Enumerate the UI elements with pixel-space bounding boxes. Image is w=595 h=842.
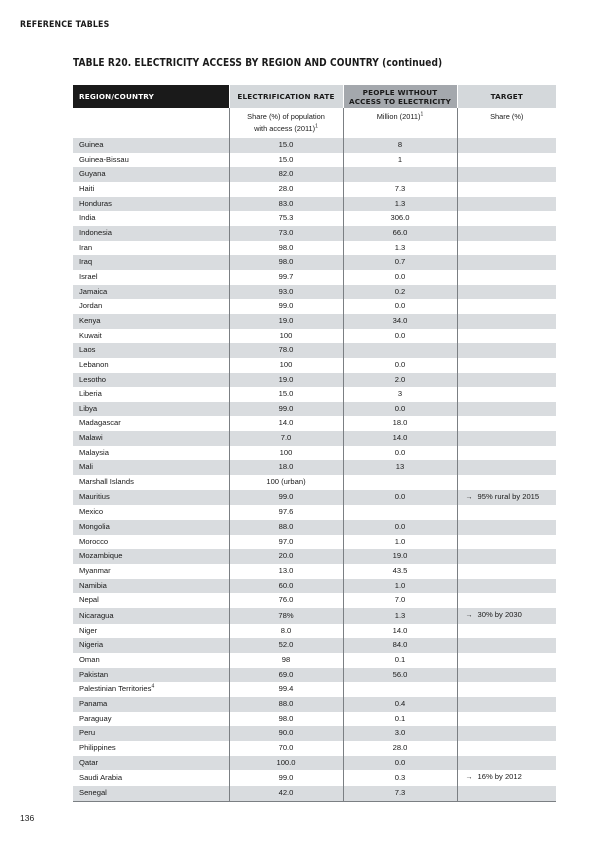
table-row bbox=[73, 373, 556, 388]
table-row bbox=[73, 255, 556, 270]
country-name: India bbox=[79, 213, 96, 223]
column-header-people-line1: PEOPLE WITHOUT bbox=[362, 87, 438, 97]
target-cell bbox=[457, 387, 556, 402]
country-name: Jamaica bbox=[79, 286, 108, 296]
column-header-electrification-rate: ELECTRIFICATION RATE bbox=[229, 85, 343, 108]
country-cell bbox=[73, 299, 229, 314]
table-row bbox=[73, 475, 556, 490]
electrification-rate-cell: 99.4 bbox=[229, 682, 343, 697]
country-cell bbox=[73, 593, 229, 608]
electrification-rate-cell: 73.0 bbox=[229, 226, 343, 241]
table-row bbox=[73, 490, 556, 506]
table-row bbox=[73, 653, 556, 668]
target-cell bbox=[457, 579, 556, 594]
electrification-rate-cell: 76.0 bbox=[229, 593, 343, 608]
country-cell bbox=[73, 138, 229, 153]
footnote-marker: 1 bbox=[315, 123, 318, 130]
table-row bbox=[73, 358, 556, 373]
country-cell bbox=[73, 167, 229, 182]
people-without-access-cell: 0.0 bbox=[343, 756, 457, 771]
target-cell bbox=[457, 535, 556, 550]
country-name: Jordan bbox=[79, 301, 103, 311]
people-without-access-cell: 0.1 bbox=[343, 712, 457, 727]
electrification-rate-cell: 7.0 bbox=[229, 431, 343, 446]
target-cell bbox=[457, 153, 556, 168]
electrification-rate-cell: 99.0 bbox=[229, 402, 343, 417]
target-cell bbox=[457, 712, 556, 727]
table-row bbox=[73, 226, 556, 241]
people-without-access-cell: 34.0 bbox=[343, 314, 457, 329]
country-name: Liberia bbox=[79, 389, 102, 399]
target-cell bbox=[457, 416, 556, 431]
country-cell bbox=[73, 387, 229, 402]
country-name: Namibia bbox=[79, 580, 107, 590]
country-name: Kenya bbox=[79, 315, 101, 325]
electrification-rate-cell: 14.0 bbox=[229, 416, 343, 431]
country-name: Nepal bbox=[79, 595, 99, 605]
table-row bbox=[73, 520, 556, 535]
electrification-rate-cell: 98.0 bbox=[229, 241, 343, 256]
table-row bbox=[73, 416, 556, 431]
people-without-access-cell: 1 bbox=[343, 153, 457, 168]
electrification-rate-cell: 42.0 bbox=[229, 786, 343, 801]
country-cell bbox=[73, 241, 229, 256]
target-cell bbox=[457, 475, 556, 490]
target-cell bbox=[457, 741, 556, 756]
country-cell bbox=[73, 668, 229, 683]
target-cell bbox=[457, 697, 556, 712]
table-row bbox=[73, 314, 556, 329]
country-name: Niger bbox=[79, 625, 98, 635]
country-name: Laos bbox=[79, 345, 96, 355]
country-cell bbox=[73, 697, 229, 712]
people-without-access-cell: 0.0 bbox=[343, 270, 457, 285]
people-without-access-cell: 0.1 bbox=[343, 653, 457, 668]
people-without-access-cell: 0.0 bbox=[343, 402, 457, 417]
electrification-rate-cell: 19.0 bbox=[229, 373, 343, 388]
people-without-access-cell: 0.0 bbox=[343, 446, 457, 461]
country-name: Mexico bbox=[79, 507, 104, 517]
electrification-rate-cell: 100.0 bbox=[229, 756, 343, 771]
table-title: TABLE R20. ELECTRICITY ACCESS BY REGION AND COUNTRY (continued) bbox=[73, 57, 443, 69]
target-cell bbox=[457, 285, 556, 300]
people-without-access-cell: 1.0 bbox=[343, 535, 457, 550]
electrification-rate-cell: 98.0 bbox=[229, 255, 343, 270]
country-name: Saudi Arabia bbox=[79, 772, 123, 782]
target-cell bbox=[457, 211, 556, 226]
people-without-access-cell: 0.0 bbox=[343, 490, 457, 506]
table-row bbox=[73, 211, 556, 226]
people-without-access-cell: 14.0 bbox=[343, 431, 457, 446]
electrification-rate-cell: 97.0 bbox=[229, 535, 343, 550]
country-name: Mali bbox=[79, 462, 93, 472]
units-people: Million (2011) bbox=[376, 112, 421, 121]
country-cell bbox=[73, 741, 229, 756]
country-cell bbox=[73, 638, 229, 653]
table-row bbox=[73, 608, 556, 624]
country-name: Panama bbox=[79, 698, 108, 708]
people-without-access-cell: 3 bbox=[343, 387, 457, 402]
target-text: 95% rural by 2015 bbox=[477, 491, 540, 501]
table-row bbox=[73, 460, 556, 475]
table-row bbox=[73, 153, 556, 168]
target-cell bbox=[457, 668, 556, 683]
target-cell bbox=[457, 549, 556, 564]
people-without-access-cell: 0.0 bbox=[343, 358, 457, 373]
table-row bbox=[73, 682, 556, 697]
people-without-access-cell: 0.4 bbox=[343, 697, 457, 712]
country-name: Guinea-Bissau bbox=[79, 154, 129, 164]
electrification-rate-cell: 19.0 bbox=[229, 314, 343, 329]
units-cell-rate bbox=[229, 108, 343, 138]
people-without-access-cell: 43.5 bbox=[343, 564, 457, 579]
target-cell bbox=[457, 726, 556, 741]
target-cell bbox=[457, 624, 556, 639]
header-row bbox=[73, 85, 556, 108]
units-cell-target: Share (%) bbox=[457, 108, 556, 138]
country-name: Philippines bbox=[79, 742, 116, 752]
electrification-rate-cell: 52.0 bbox=[229, 638, 343, 653]
people-without-access-cell: 28.0 bbox=[343, 741, 457, 756]
electrification-rate-cell: 15.0 bbox=[229, 153, 343, 168]
country-cell bbox=[73, 402, 229, 417]
people-without-access-cell: 0.2 bbox=[343, 285, 457, 300]
target-cell bbox=[457, 138, 556, 153]
table-row bbox=[73, 579, 556, 594]
table-row bbox=[73, 270, 556, 285]
country-cell bbox=[73, 373, 229, 388]
country-cell bbox=[73, 490, 229, 506]
table-row bbox=[73, 741, 556, 756]
column-header-region: REGION/COUNTRY bbox=[73, 85, 229, 108]
table-body bbox=[73, 138, 556, 801]
country-name: Guyana bbox=[79, 169, 106, 179]
electrification-rate-cell: 78% bbox=[229, 608, 343, 624]
target-cell bbox=[457, 756, 556, 771]
country-name: Mongolia bbox=[79, 522, 110, 532]
target-cell bbox=[457, 505, 556, 520]
country-cell bbox=[73, 226, 229, 241]
target-cell bbox=[457, 373, 556, 388]
country-cell bbox=[73, 653, 229, 668]
country-name: Morocco bbox=[79, 536, 109, 546]
people-without-access-cell: 1.3 bbox=[343, 608, 457, 624]
country-name: Lesotho bbox=[79, 374, 107, 384]
country-name: Myanmar bbox=[79, 566, 111, 576]
country-name: Qatar bbox=[79, 757, 98, 767]
people-without-access-cell: 1.0 bbox=[343, 579, 457, 594]
target-cell bbox=[457, 402, 556, 417]
target-cell bbox=[457, 314, 556, 329]
country-name: Mauritius bbox=[79, 492, 110, 502]
target-cell bbox=[457, 638, 556, 653]
arrow-right-icon: → bbox=[465, 612, 473, 619]
table-row bbox=[73, 402, 556, 417]
target-text: 30% by 2030 bbox=[477, 610, 522, 619]
country-cell bbox=[73, 579, 229, 594]
electrification-rate-cell: 60.0 bbox=[229, 579, 343, 594]
target-cell bbox=[457, 343, 556, 358]
table-row bbox=[73, 197, 556, 212]
electrification-rate-cell: 100 bbox=[229, 329, 343, 344]
electrification-rate-cell: 13.0 bbox=[229, 564, 343, 579]
target-cell bbox=[457, 564, 556, 579]
country-name: Mozambique bbox=[79, 551, 123, 561]
table-row bbox=[73, 712, 556, 727]
target-cell bbox=[457, 255, 556, 270]
country-cell bbox=[73, 756, 229, 771]
table-row bbox=[73, 329, 556, 344]
column-header-target: TARGET bbox=[457, 85, 556, 108]
target-text: 16% by 2012 bbox=[477, 772, 522, 782]
target-cell bbox=[457, 460, 556, 475]
electrification-rate-cell: 99.0 bbox=[229, 490, 343, 506]
people-without-access-cell: 1.3 bbox=[343, 241, 457, 256]
page-number: 136 bbox=[20, 813, 35, 823]
country-cell bbox=[73, 712, 229, 727]
people-without-access-cell bbox=[343, 167, 457, 182]
people-without-access-cell: 0.3 bbox=[343, 770, 457, 786]
country-name: Honduras bbox=[79, 198, 112, 208]
target-cell bbox=[457, 608, 556, 624]
target-cell bbox=[457, 329, 556, 344]
target-cell bbox=[457, 682, 556, 697]
target-cell bbox=[457, 241, 556, 256]
country-cell bbox=[73, 475, 229, 490]
electrification-rate-cell: 75.3 bbox=[229, 211, 343, 226]
country-name: Palestinian Territories bbox=[79, 684, 152, 694]
country-name: Pakistan bbox=[79, 669, 109, 679]
country-name: Peru bbox=[79, 728, 96, 738]
people-without-access-cell: 0.7 bbox=[343, 255, 457, 270]
country-cell bbox=[73, 270, 229, 285]
footnote-marker: 4 bbox=[151, 683, 155, 690]
country-cell bbox=[73, 682, 229, 697]
column-header-people-without-access bbox=[343, 85, 457, 108]
country-cell bbox=[73, 505, 229, 520]
electrification-rate-cell: 99.0 bbox=[229, 770, 343, 786]
country-cell bbox=[73, 153, 229, 168]
electrification-rate-cell: 99.7 bbox=[229, 270, 343, 285]
country-cell bbox=[73, 358, 229, 373]
country-name: Senegal bbox=[79, 787, 107, 797]
people-without-access-cell: 18.0 bbox=[343, 416, 457, 431]
electrification-rate-cell: 100 (urban) bbox=[229, 475, 343, 490]
target-cell bbox=[457, 358, 556, 373]
target-cell bbox=[457, 520, 556, 535]
table-row bbox=[73, 299, 556, 314]
people-without-access-cell: 7.0 bbox=[343, 593, 457, 608]
table-row bbox=[73, 446, 556, 461]
units-cell-people bbox=[343, 108, 457, 138]
electrification-rate-cell: 88.0 bbox=[229, 697, 343, 712]
people-without-access-cell bbox=[343, 343, 457, 358]
people-without-access-cell: 306.0 bbox=[343, 211, 457, 226]
country-name: Israel bbox=[79, 271, 98, 281]
table-row bbox=[73, 241, 556, 256]
electrification-rate-cell: 93.0 bbox=[229, 285, 343, 300]
target-cell bbox=[457, 770, 556, 786]
people-without-access-cell: 7.3 bbox=[343, 786, 457, 801]
country-name: Iraq bbox=[79, 257, 93, 267]
table-row bbox=[73, 624, 556, 639]
country-name: Kuwait bbox=[79, 330, 102, 340]
electrification-rate-cell: 15.0 bbox=[229, 138, 343, 153]
country-cell bbox=[73, 416, 229, 431]
country-name: Nigeria bbox=[79, 640, 104, 650]
country-cell bbox=[73, 255, 229, 270]
electricity-access-table bbox=[73, 85, 556, 802]
target-cell bbox=[457, 270, 556, 285]
table-row bbox=[73, 535, 556, 550]
country-cell bbox=[73, 314, 229, 329]
target-cell bbox=[457, 446, 556, 461]
country-cell bbox=[73, 564, 229, 579]
country-cell bbox=[73, 726, 229, 741]
people-without-access-cell: 7.3 bbox=[343, 182, 457, 197]
target-cell bbox=[457, 593, 556, 608]
table-row bbox=[73, 668, 556, 683]
units-rate-line1: Share (%) of population bbox=[247, 112, 325, 121]
table-row bbox=[73, 138, 556, 153]
country-cell bbox=[73, 285, 229, 300]
country-name: Iran bbox=[79, 242, 93, 252]
country-name: Madagascar bbox=[79, 418, 121, 428]
table-row bbox=[73, 697, 556, 712]
country-name: Guinea bbox=[79, 140, 104, 149]
table-row bbox=[73, 770, 556, 786]
table-row bbox=[73, 756, 556, 771]
country-name: Lebanon bbox=[79, 359, 109, 369]
country-name: Nicaragua bbox=[79, 610, 114, 620]
country-cell bbox=[73, 329, 229, 344]
electrification-rate-cell: 28.0 bbox=[229, 182, 343, 197]
people-without-access-cell: 0.0 bbox=[343, 329, 457, 344]
people-without-access-cell: 84.0 bbox=[343, 638, 457, 653]
electrification-rate-cell: 100 bbox=[229, 358, 343, 373]
table-row bbox=[73, 431, 556, 446]
country-name: Libya bbox=[79, 403, 98, 413]
people-without-access-cell: 66.0 bbox=[343, 226, 457, 241]
table-row bbox=[73, 167, 556, 182]
target-cell bbox=[457, 167, 556, 182]
country-cell bbox=[73, 211, 229, 226]
electrification-rate-cell: 70.0 bbox=[229, 741, 343, 756]
table-row bbox=[73, 549, 556, 564]
target-cell bbox=[457, 653, 556, 668]
target-cell bbox=[457, 490, 556, 506]
country-cell bbox=[73, 431, 229, 446]
people-without-access-cell: 1.3 bbox=[343, 197, 457, 212]
country-cell bbox=[73, 786, 229, 801]
electrification-rate-cell: 8.0 bbox=[229, 624, 343, 639]
country-name: Indonesia bbox=[79, 227, 112, 237]
people-without-access-cell bbox=[343, 682, 457, 697]
country-name: Haiti bbox=[79, 183, 95, 193]
arrow-right-icon: → bbox=[465, 774, 473, 782]
country-cell bbox=[73, 460, 229, 475]
electrification-rate-cell: 82.0 bbox=[229, 167, 343, 182]
table-row bbox=[73, 505, 556, 520]
footnote-marker: 1 bbox=[420, 111, 424, 118]
table-row bbox=[73, 285, 556, 300]
target-cell bbox=[457, 431, 556, 446]
people-without-access-cell: 2.0 bbox=[343, 373, 457, 388]
people-without-access-cell bbox=[343, 475, 457, 490]
country-cell bbox=[73, 535, 229, 550]
country-cell bbox=[73, 446, 229, 461]
target-cell bbox=[457, 299, 556, 314]
people-without-access-cell: 0.0 bbox=[343, 299, 457, 314]
table-row bbox=[73, 182, 556, 197]
electrification-rate-cell: 100 bbox=[229, 446, 343, 461]
people-without-access-cell: 56.0 bbox=[343, 668, 457, 683]
electrification-rate-cell: 15.0 bbox=[229, 387, 343, 402]
table-row bbox=[73, 343, 556, 358]
country-cell bbox=[73, 343, 229, 358]
units-rate-line2: with access (2011) bbox=[254, 124, 316, 133]
people-without-access-cell: 14.0 bbox=[343, 624, 457, 639]
target-cell bbox=[457, 226, 556, 241]
target-cell bbox=[457, 786, 556, 801]
people-without-access-cell bbox=[343, 505, 457, 520]
country-name: Oman bbox=[79, 654, 100, 664]
target-cell bbox=[457, 182, 556, 197]
country-name: Malawi bbox=[79, 433, 103, 443]
electrification-rate-cell: 99.0 bbox=[229, 299, 343, 314]
table-row bbox=[73, 593, 556, 608]
running-head: REFERENCE TABLES bbox=[20, 20, 110, 30]
target-cell bbox=[457, 197, 556, 212]
table-row bbox=[73, 726, 556, 741]
electrification-rate-cell: 69.0 bbox=[229, 668, 343, 683]
country-cell bbox=[73, 520, 229, 535]
electrification-rate-cell: 97.6 bbox=[229, 505, 343, 520]
country-cell bbox=[73, 608, 229, 624]
column-header-people-line2: ACCESS TO ELECTRICITY bbox=[348, 96, 452, 106]
units-cell-region bbox=[73, 108, 229, 138]
table-row bbox=[73, 387, 556, 402]
units-row bbox=[73, 108, 556, 138]
country-cell bbox=[73, 549, 229, 564]
country-name: Paraguay bbox=[79, 713, 112, 723]
electrification-rate-cell: 18.0 bbox=[229, 460, 343, 475]
people-without-access-cell: 13 bbox=[343, 460, 457, 475]
arrow-right-icon: → bbox=[465, 493, 473, 501]
country-name: Malaysia bbox=[79, 447, 109, 457]
table-row bbox=[73, 564, 556, 579]
country-cell bbox=[73, 624, 229, 639]
people-without-access-cell: 3.0 bbox=[343, 726, 457, 741]
country-cell bbox=[73, 770, 229, 786]
electrification-rate-cell: 83.0 bbox=[229, 197, 343, 212]
table-row bbox=[73, 638, 556, 653]
electrification-rate-cell: 20.0 bbox=[229, 549, 343, 564]
country-name: Marshall Islands bbox=[79, 477, 134, 487]
electrification-rate-cell: 78.0 bbox=[229, 343, 343, 358]
people-without-access-cell: 8 bbox=[343, 138, 457, 153]
electrification-rate-cell: 98 bbox=[229, 653, 343, 668]
table-row bbox=[73, 786, 556, 801]
electrification-rate-cell: 98.0 bbox=[229, 712, 343, 727]
people-without-access-cell: 0.0 bbox=[343, 520, 457, 535]
country-cell bbox=[73, 182, 229, 197]
people-without-access-cell: 19.0 bbox=[343, 549, 457, 564]
country-cell bbox=[73, 197, 229, 212]
electrification-rate-cell: 88.0 bbox=[229, 520, 343, 535]
electrification-rate-cell: 90.0 bbox=[229, 726, 343, 741]
